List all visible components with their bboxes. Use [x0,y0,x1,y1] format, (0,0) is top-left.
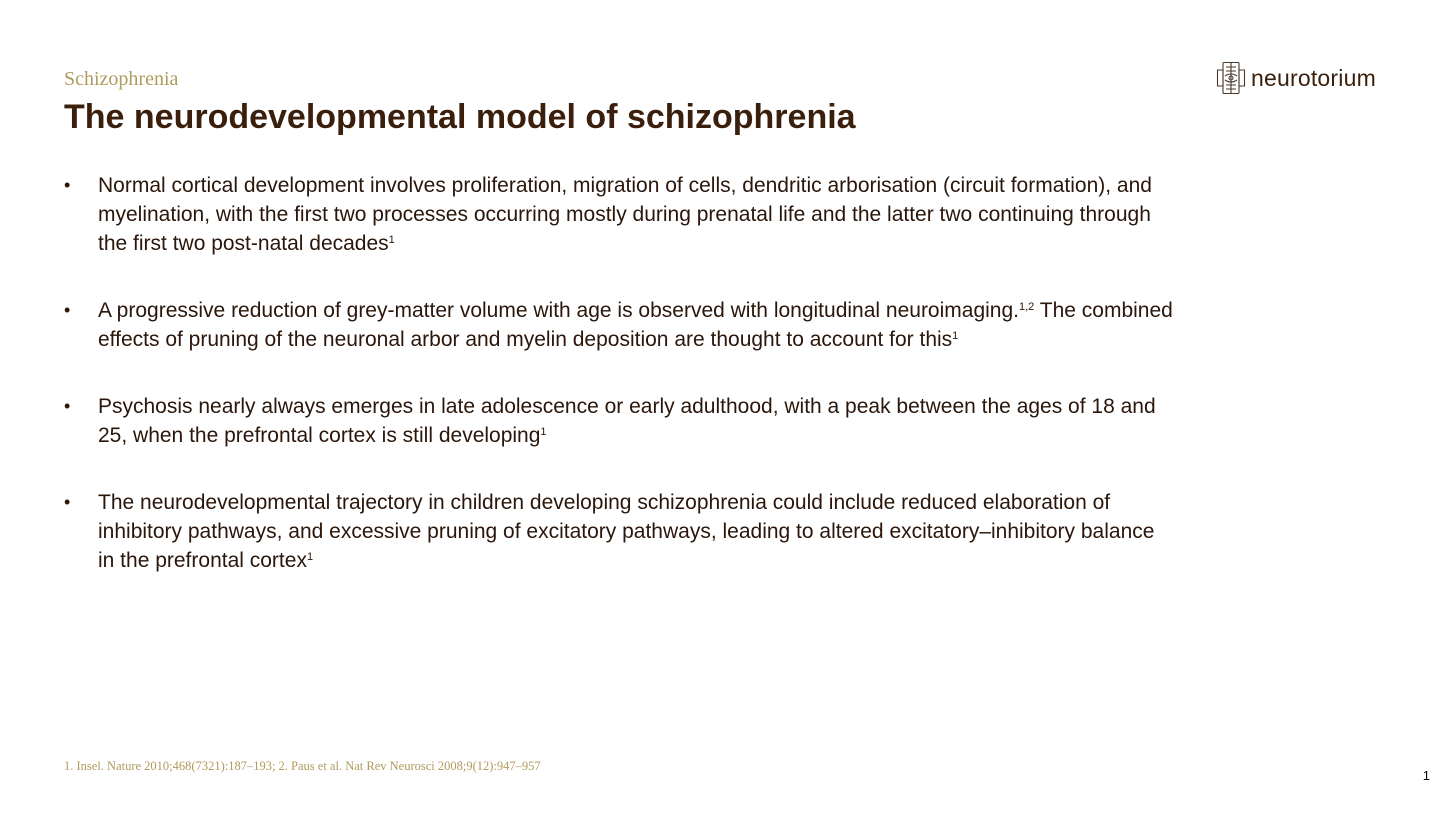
bullet-text: Normal cortical development involves proliferation, migration of cells, dendritic arborisation (circuit formation), and myelination, with the first two processes occurring mostly during prenatal life and the latter two continuing through the first two post-natal decades [98,174,1152,255]
citation-superscript: 1 [952,330,959,342]
bullet-text-continued: The combined effects of pruning of the neuronal arbor and myelin deposition are thought to account for this [98,299,1173,351]
bullet-item [64,488,1174,575]
bullet-text: The neurodevelopmental trajectory in children developing schizophrenia could include reduced elaboration of inhibitory pathways, and excessive pruning of excitatory pathways, leading to altered excitatory–inhibitory balance in the prefrontal cortex [98,491,1155,572]
bullet-list [64,171,1174,613]
bullet-item [64,392,1174,450]
bullet-marker: • [64,300,71,320]
citation-superscript: 1 [540,426,547,438]
bullet-marker: • [64,492,71,512]
page-number: 1 [1422,768,1430,783]
logo [1216,61,1376,95]
citation-superscript: 1 [388,234,395,246]
bullet-text: A progressive reduction of grey-matter volume with age is observed with longitudinal neuroimaging. [98,299,1019,322]
logo-text: neurotorium [1251,65,1376,91]
citation-superscript: 1 [306,551,314,563]
page-title: The neurodevelopmental model of schizophrenia [64,98,856,136]
bullet-item [64,296,1174,354]
neurotorium-logo-icon [1216,61,1246,95]
footnote-references: 1. Insel. Nature 2010;468(7321):187–193; 2. Paus et al. Nat Rev Neurosci 2008;9(12):947–957 [64,759,541,773]
bullet-marker: • [64,396,71,416]
citation-superscript: 1,2 [1019,301,1035,313]
bullet-marker: • [64,175,71,195]
bullet-item [64,171,1174,258]
section-label: Schizophrenia [64,68,179,90]
bullet-text: Psychosis nearly always emerges in late adolescence or early adulthood, with a peak between the ages of 18 and 25, when the prefrontal cortex is still developing [98,395,1156,447]
